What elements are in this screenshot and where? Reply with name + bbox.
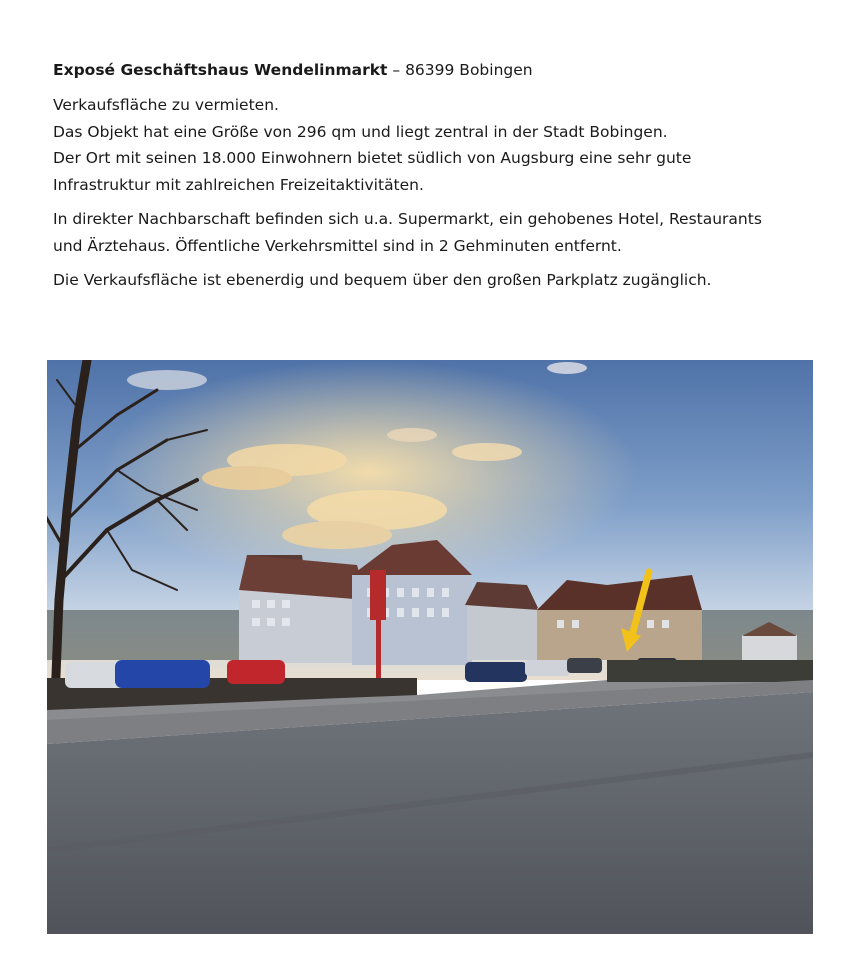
right-hedge: [607, 660, 813, 682]
text-line: Der Ort mit seinen 18.000 Einwohnern bietet südlich von Augsburg eine sehr gute: [53, 149, 692, 167]
document-title: [53, 58, 823, 82]
property-photo: [47, 360, 813, 934]
text-line: und Ärztehaus. Öffentliche Verkehrsmittel sind in 2 Gehminuten entfernt.: [53, 236, 622, 255]
paragraph-neighborhood: [53, 206, 823, 259]
title-location: – 86399 Bobingen: [387, 61, 533, 79]
text-line: Infrastruktur mit zahlreichen Freizeitaktivitäten.: [53, 175, 424, 194]
paragraph-intro: [53, 92, 823, 198]
text-line: Verkaufsfläche zu vermieten.: [53, 96, 279, 114]
photo-illustration: [47, 360, 813, 934]
text-line: Die Verkaufsfläche ist ebenerdig und bequem über den großen Parkplatz zugänglich.: [53, 271, 712, 289]
document-body: [53, 58, 823, 302]
paragraph-access: [53, 267, 823, 294]
text-line: In direkter Nachbarschaft befinden sich u.a. Supermarkt, ein gehobenes Hotel, Restaurants: [53, 210, 762, 228]
text-line: Das Objekt hat eine Größe von 296 qm und liegt zentral in der Stadt Bobingen.: [53, 122, 668, 141]
title-bold: Exposé Geschäftshaus Wendelinmarkt: [53, 61, 388, 79]
